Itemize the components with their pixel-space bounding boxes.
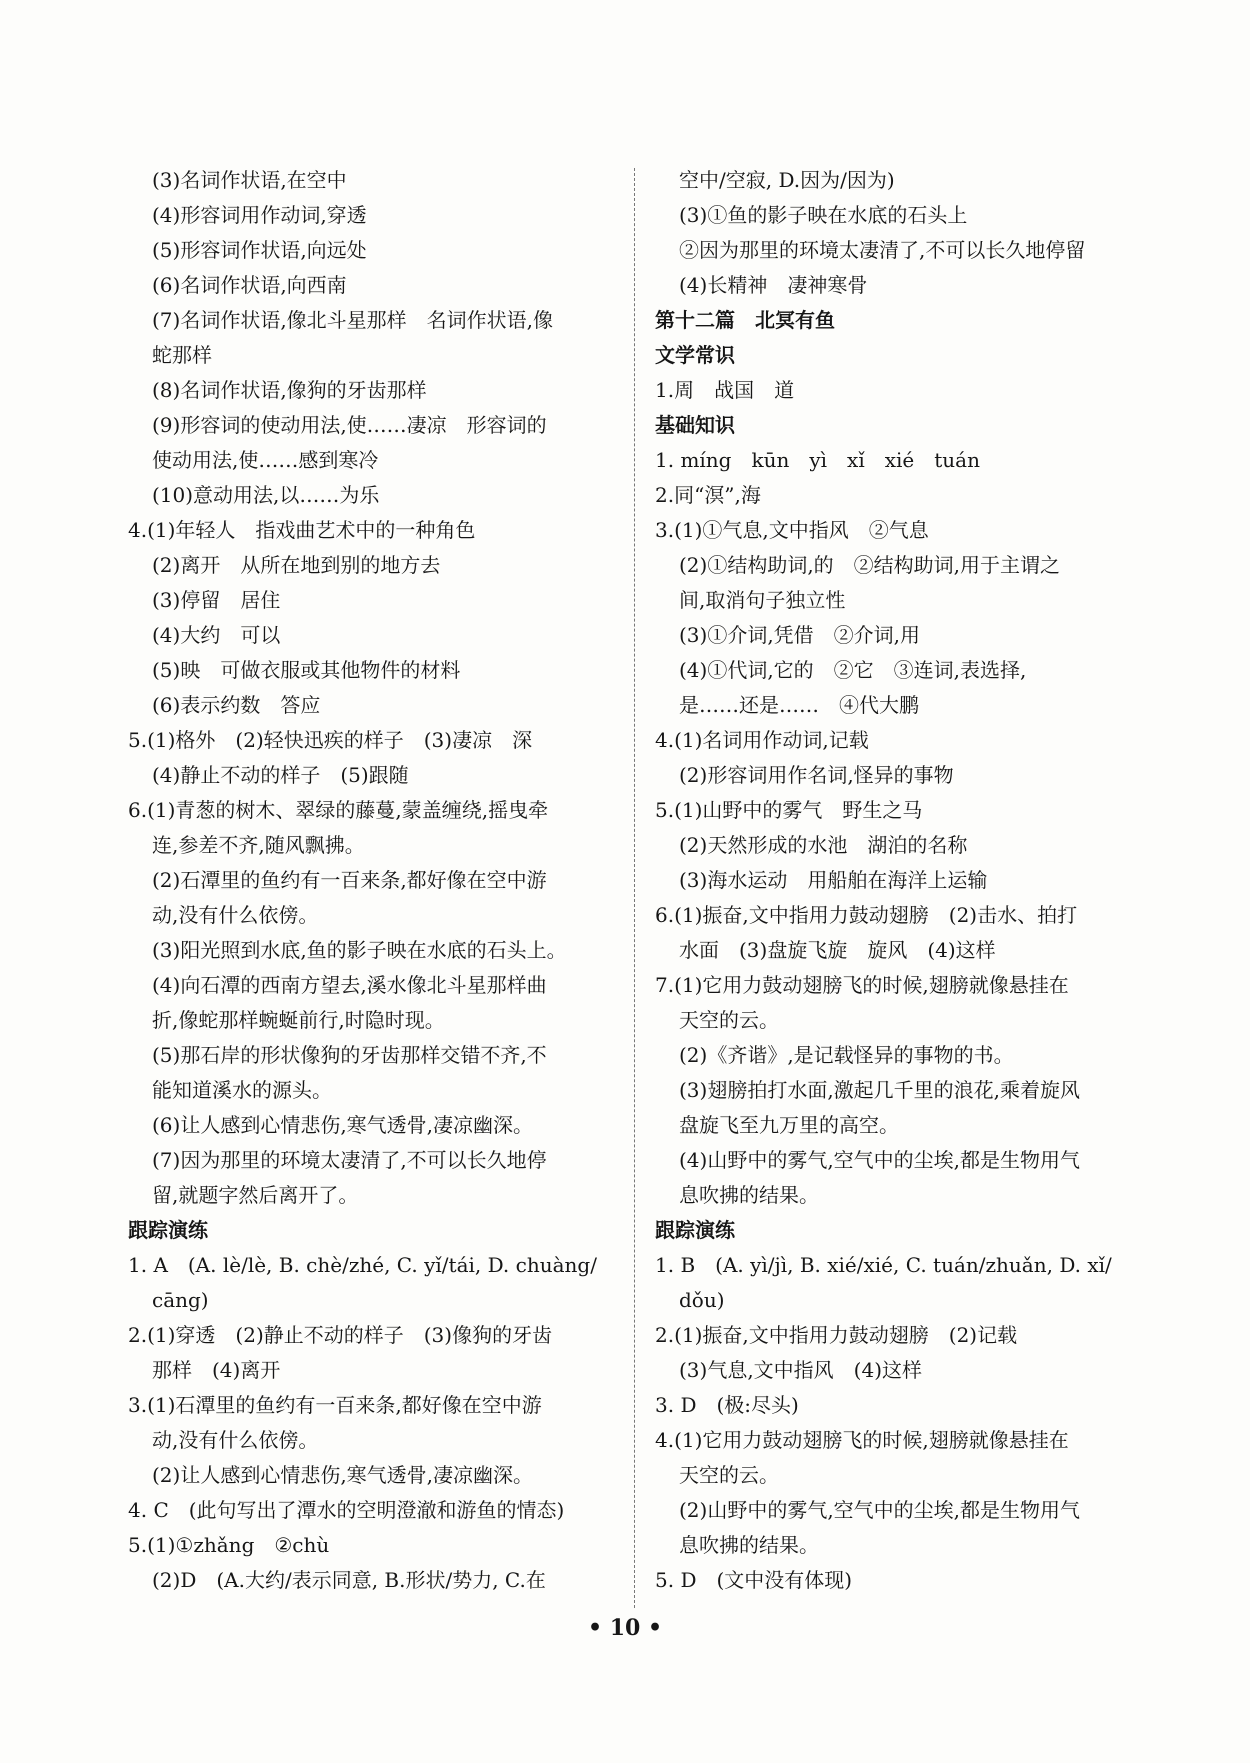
section-heading: 跟踪演练: [655, 1218, 735, 1242]
answer-line: 2.(1)穿透 (2)静止不动的样子 (3)像狗的牙齿: [128, 1323, 553, 1347]
answer-line: (5)那石岸的形状像狗的牙齿那样交错不齐,不: [152, 1043, 547, 1067]
answer-line: 连,参差不齐,随风飘拂。: [152, 833, 365, 857]
answer-line: 7.(1)它用力鼓动翅膀飞的时候,翅膀就像悬挂在: [655, 973, 1069, 997]
section-heading: 跟踪演练: [128, 1218, 208, 1242]
answer-line: (2)形容词用作名词,怪异的事物: [679, 763, 954, 787]
answer-line: 那样 (4)离开: [152, 1358, 281, 1382]
answer-line: 2.(1)振奋,文中指用力鼓动翅膀 (2)记载: [655, 1323, 1018, 1347]
answer-line: 4.(1)它用力鼓动翅膀飞的时候,翅膀就像悬挂在: [655, 1428, 1069, 1452]
answer-line: 间,取消句子独立性: [679, 588, 846, 612]
answer-line: (2)《齐谐》,是记载怪异的事物的书。: [679, 1043, 1014, 1067]
answer-line: 3.(1)①气息,文中指风 ②气息: [655, 518, 929, 542]
answer-line: 是……还是…… ④代大鹏: [679, 693, 919, 717]
answer-line: 1. A (A. lè/lè, B. chè/zhé, C. yǐ/tái, D. chuàng/: [128, 1253, 597, 1277]
answer-line: (2)天然形成的水池 湖泊的名称: [679, 833, 968, 857]
answer-line: 5.(1)格外 (2)轻快迅疾的样子 (3)凄凉 深: [128, 728, 533, 752]
answer-line: 留,就题字然后离开了。: [152, 1183, 359, 1207]
answer-line: 4. C (此句写出了潭水的空明澄澈和游鱼的情态): [128, 1498, 565, 1522]
answer-line: 3.(1)石潭里的鱼约有一百来条,都好像在空中游: [128, 1393, 542, 1417]
answer-line: (2)D (A.大约/表示同意, B.形状/势力, C.在: [152, 1568, 546, 1592]
answer-line: 空中/空寂, D.因为/因为): [679, 168, 895, 192]
answer-line: 天空的云。: [679, 1008, 779, 1032]
page-number: • 10 •: [587, 1615, 663, 1641]
answer-line: 1.周 战国 道: [655, 378, 795, 402]
answer-line: (4)大约 可以: [152, 623, 281, 647]
answer-line: (2)让人感到心情悲伤,寒气透骨,凄凉幽深。: [152, 1463, 534, 1487]
answer-line: (6)表示约数 答应: [152, 693, 321, 717]
answer-line: (4)山野中的雾气,空气中的尘埃,都是生物用气: [679, 1148, 1081, 1172]
answer-line: (2)离开 从所在地到别的地方去: [152, 553, 441, 577]
answer-line: (9)形容词的使动用法,使……凄凉 形容词的: [152, 413, 547, 437]
answer-line: (4)形容词用作动词,穿透: [152, 203, 367, 227]
answer-line: 5.(1)①zhǎng ②chù: [128, 1533, 330, 1557]
answer-line: (6)名词作状语,向西南: [152, 273, 347, 297]
answer-line: 5.(1)山野中的雾气 野生之马: [655, 798, 923, 822]
section-heading: 基础知识: [655, 413, 735, 437]
answer-line: 息吹拂的结果。: [679, 1183, 819, 1207]
answer-line: (3)停留 居住: [152, 588, 281, 612]
answer-line: cāng): [152, 1288, 209, 1312]
answer-line: 水面 (3)盘旋飞旋 旋风 (4)这样: [679, 938, 996, 962]
answer-line: 4.(1)名词用作动词,记载: [655, 728, 869, 752]
answer-line: (4)向石潭的西南方望去,溪水像北斗星那样曲: [152, 973, 547, 997]
answer-line: 6.(1)振奋,文中指用力鼓动翅膀 (2)击水、拍打: [655, 903, 1078, 927]
answer-line: (4)①代词,它的 ②它 ③连词,表选择,: [679, 658, 1027, 682]
answer-line: (4)长精神 凄神寒骨: [679, 273, 868, 297]
answer-line: (2)①结构助词,的 ②结构助词,用于主谓之: [679, 553, 1061, 577]
answer-line: 盘旋飞至九万里的高空。: [679, 1113, 899, 1137]
answer-line: 3. D (极:尽头): [655, 1393, 799, 1417]
answer-line: 1. míng kūn yì xǐ xié tuán: [655, 448, 980, 472]
answer-line: 使动用法,使……感到寒冷: [152, 448, 379, 472]
answer-line: (5)映 可做衣服或其他物件的材料: [152, 658, 461, 682]
right-column: [655, 163, 1150, 1598]
answer-line: 蛇那样: [152, 343, 212, 367]
answer-line: 动,没有什么依傍。: [152, 903, 319, 927]
answer-line: dǒu): [679, 1288, 725, 1312]
column-divider: [634, 168, 635, 1608]
answer-line: (3)海水运动 用船舶在海洋上运输: [679, 868, 988, 892]
left-column: [128, 163, 623, 1598]
answer-line: 能知道溪水的源头。: [152, 1078, 332, 1102]
answer-line: (6)让人感到心情悲伤,寒气透骨,凄凉幽深。: [152, 1113, 534, 1137]
answer-line: (4)静止不动的样子 (5)跟随: [152, 763, 409, 787]
answer-line: 5. D (文中没有体现): [655, 1568, 853, 1592]
answer-line: 2.同“溟”,海: [655, 483, 761, 507]
answer-line: (3)名词作状语,在空中: [152, 168, 347, 192]
answer-line: ②因为那里的环境太凄清了,不可以长久地停留: [679, 238, 1086, 262]
answer-line: (3)①鱼的影子映在水底的石头上: [679, 203, 968, 227]
section-heading: 文学常识: [655, 343, 735, 367]
answer-line: (5)形容词作状语,向远处: [152, 238, 367, 262]
answer-line: (10)意动用法,以……为乐: [152, 483, 380, 507]
answer-line: 6.(1)青葱的树木、翠绿的藤蔓,蒙盖缠绕,摇曳牵: [128, 798, 549, 822]
section-heading: 第十二篇 北冥有鱼: [655, 308, 835, 332]
answer-line: 动,没有什么依傍。: [152, 1428, 319, 1452]
answer-line: (2)石潭里的鱼约有一百来条,都好像在空中游: [152, 868, 547, 892]
answer-line: (7)名词作状语,像北斗星那样 名词作状语,像: [152, 308, 554, 332]
answer-line: 息吹拂的结果。: [679, 1533, 819, 1557]
answer-line: 天空的云。: [679, 1463, 779, 1487]
answer-line: (3)翅膀拍打水面,激起几千里的浪花,乘着旋风: [679, 1078, 1081, 1102]
answer-line: (3)气息,文中指风 (4)这样: [679, 1358, 923, 1382]
answer-line: 折,像蛇那样蜿蜒前行,时隐时现。: [152, 1008, 445, 1032]
answer-line: (2)山野中的雾气,空气中的尘埃,都是生物用气: [679, 1498, 1081, 1522]
answer-line: 4.(1)年轻人 指戏曲艺术中的一种角色: [128, 518, 476, 542]
answer-line: (3)①介词,凭借 ②介词,用: [679, 623, 921, 647]
answer-line: (8)名词作状语,像狗的牙齿那样: [152, 378, 427, 402]
answer-line: 1. B (A. yì/jì, B. xié/xié, C. tuán/zhuǎn, D. xǐ/: [655, 1253, 1112, 1277]
answer-line: (3)阳光照到水底,鱼的影子映在水底的石头上。: [152, 938, 567, 962]
answer-line: (7)因为那里的环境太凄清了,不可以长久地停: [152, 1148, 547, 1172]
